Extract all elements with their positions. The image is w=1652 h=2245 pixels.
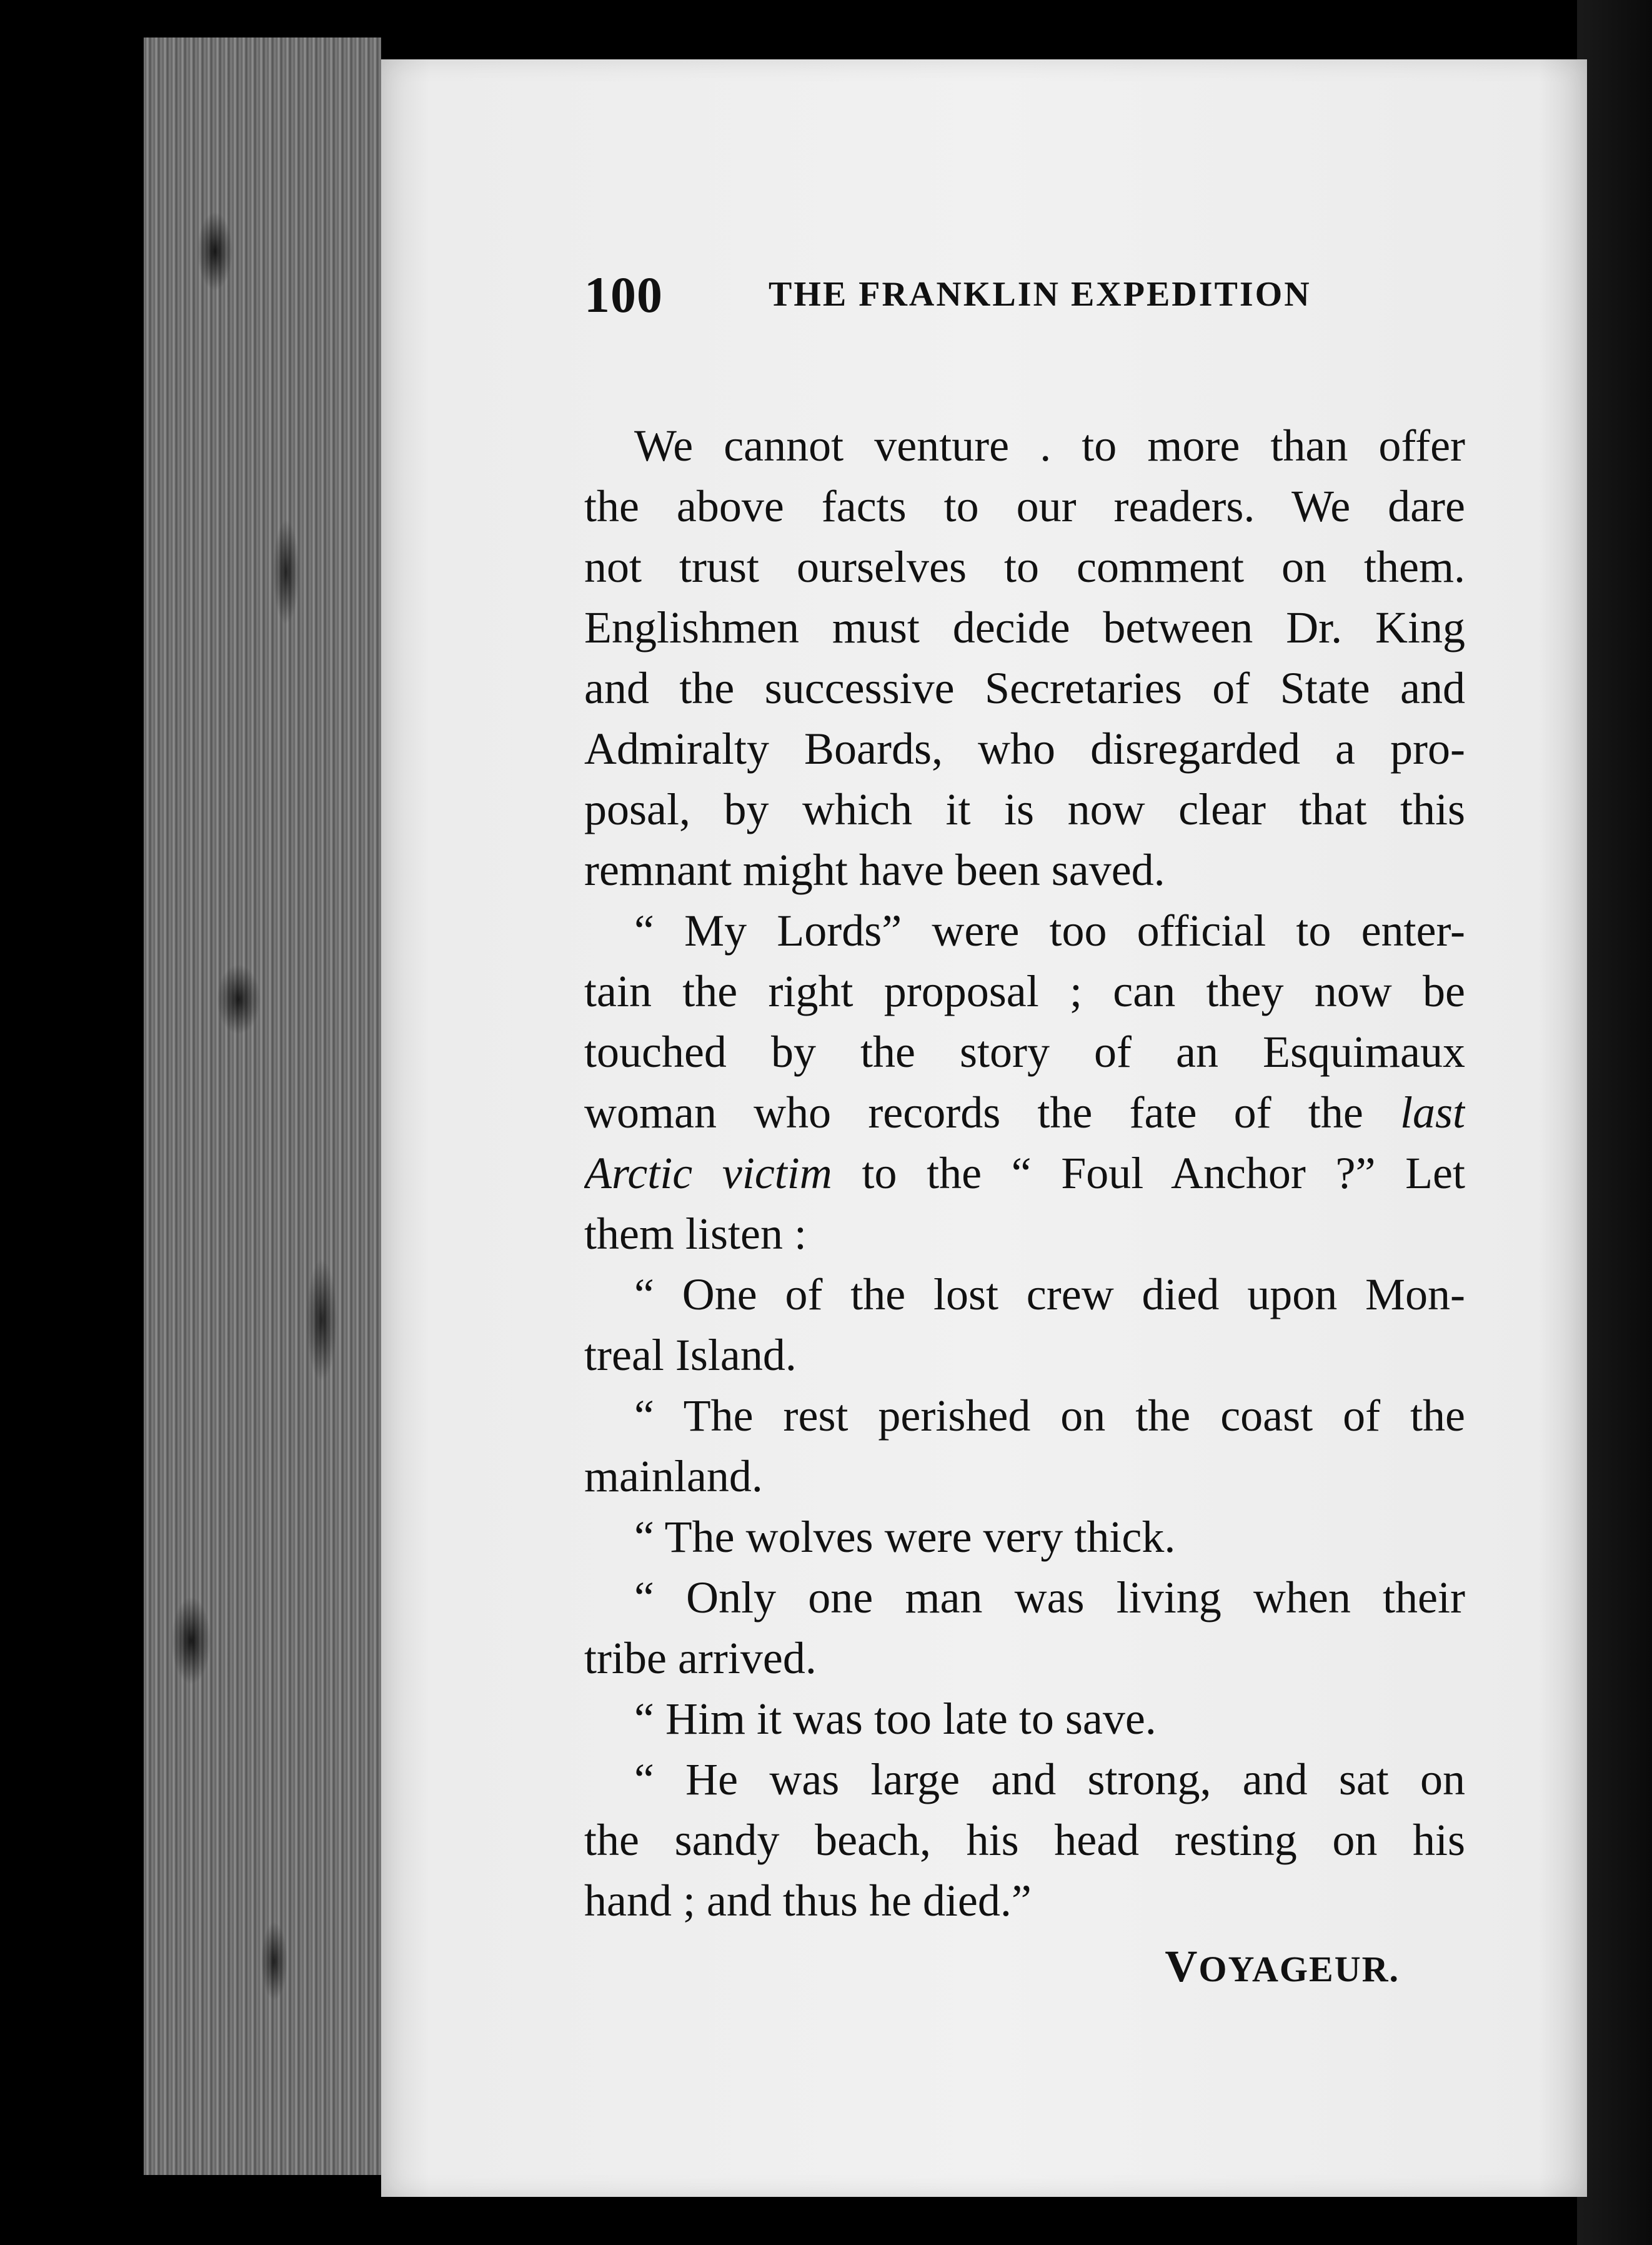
signature [1165,1941,1400,1992]
text-line: not trust ourselves to comment on them. [584,542,1465,592]
next-page-edge [1577,0,1652,2245]
book-page-edges [144,38,381,2175]
running-head [584,266,1652,334]
text-line: treal Island. [584,1330,797,1380]
text-line: mainland. [584,1451,763,1501]
text-line: Englishmen must decide between Dr. King [584,602,1465,652]
text-line: “ Only one man was living when their [634,1572,1465,1622]
text-line: “ The rest perished on the coast of the [634,1391,1465,1441]
text-fragment: to the “ Foul Anchor ?” Let [862,1148,1465,1198]
signature-initial: V [1165,1941,1199,1991]
text-line: hand ; and thus he died.” [584,1876,1032,1926]
text-line [584,1082,1465,1143]
text-line: “ One of the lost crew died upon Mon- [634,1269,1465,1319]
text-line: posal, by which it is now clear that this [584,784,1465,834]
signature-rest: OYAGEUR. [1198,1949,1400,1989]
text-line: touched by the story of an Esquimaux [584,1027,1465,1077]
text-line: “ Him it was too late to save. [634,1694,1157,1744]
book-page [381,59,1587,2197]
text-line [584,1143,1465,1204]
body-text [584,416,1465,1931]
text-line: remnant might have been saved. [584,845,1165,895]
text-line: Admiralty Boards, who disregarded a pro- [584,724,1465,774]
text-line: them listen : [584,1209,807,1259]
italic-text: Arctic victim [584,1148,832,1198]
italic-text: last [1400,1088,1465,1138]
text-fragment: woman who records the fate of the [584,1088,1363,1138]
text-line: We cannot venture . to more than offer [634,421,1465,471]
page-number: 100 [584,266,663,323]
text-line: the sandy beach, his head resting on his [584,1815,1465,1865]
text-line: and the successive Secretaries of State and [584,663,1465,713]
running-title: THE FRANKLIN EXPEDITION [769,275,1311,314]
text-line: tribe arrived. [584,1633,817,1683]
text-line: “ My Lords” were too official to enter- [634,906,1465,956]
text-line: “ The wolves were very thick. [634,1512,1176,1562]
text-line: “ He was large and strong, and sat on [634,1754,1465,1804]
text-line: tain the right proposal ; can they now be [584,966,1465,1016]
text-line: the above facts to our readers. We dare [584,481,1465,531]
